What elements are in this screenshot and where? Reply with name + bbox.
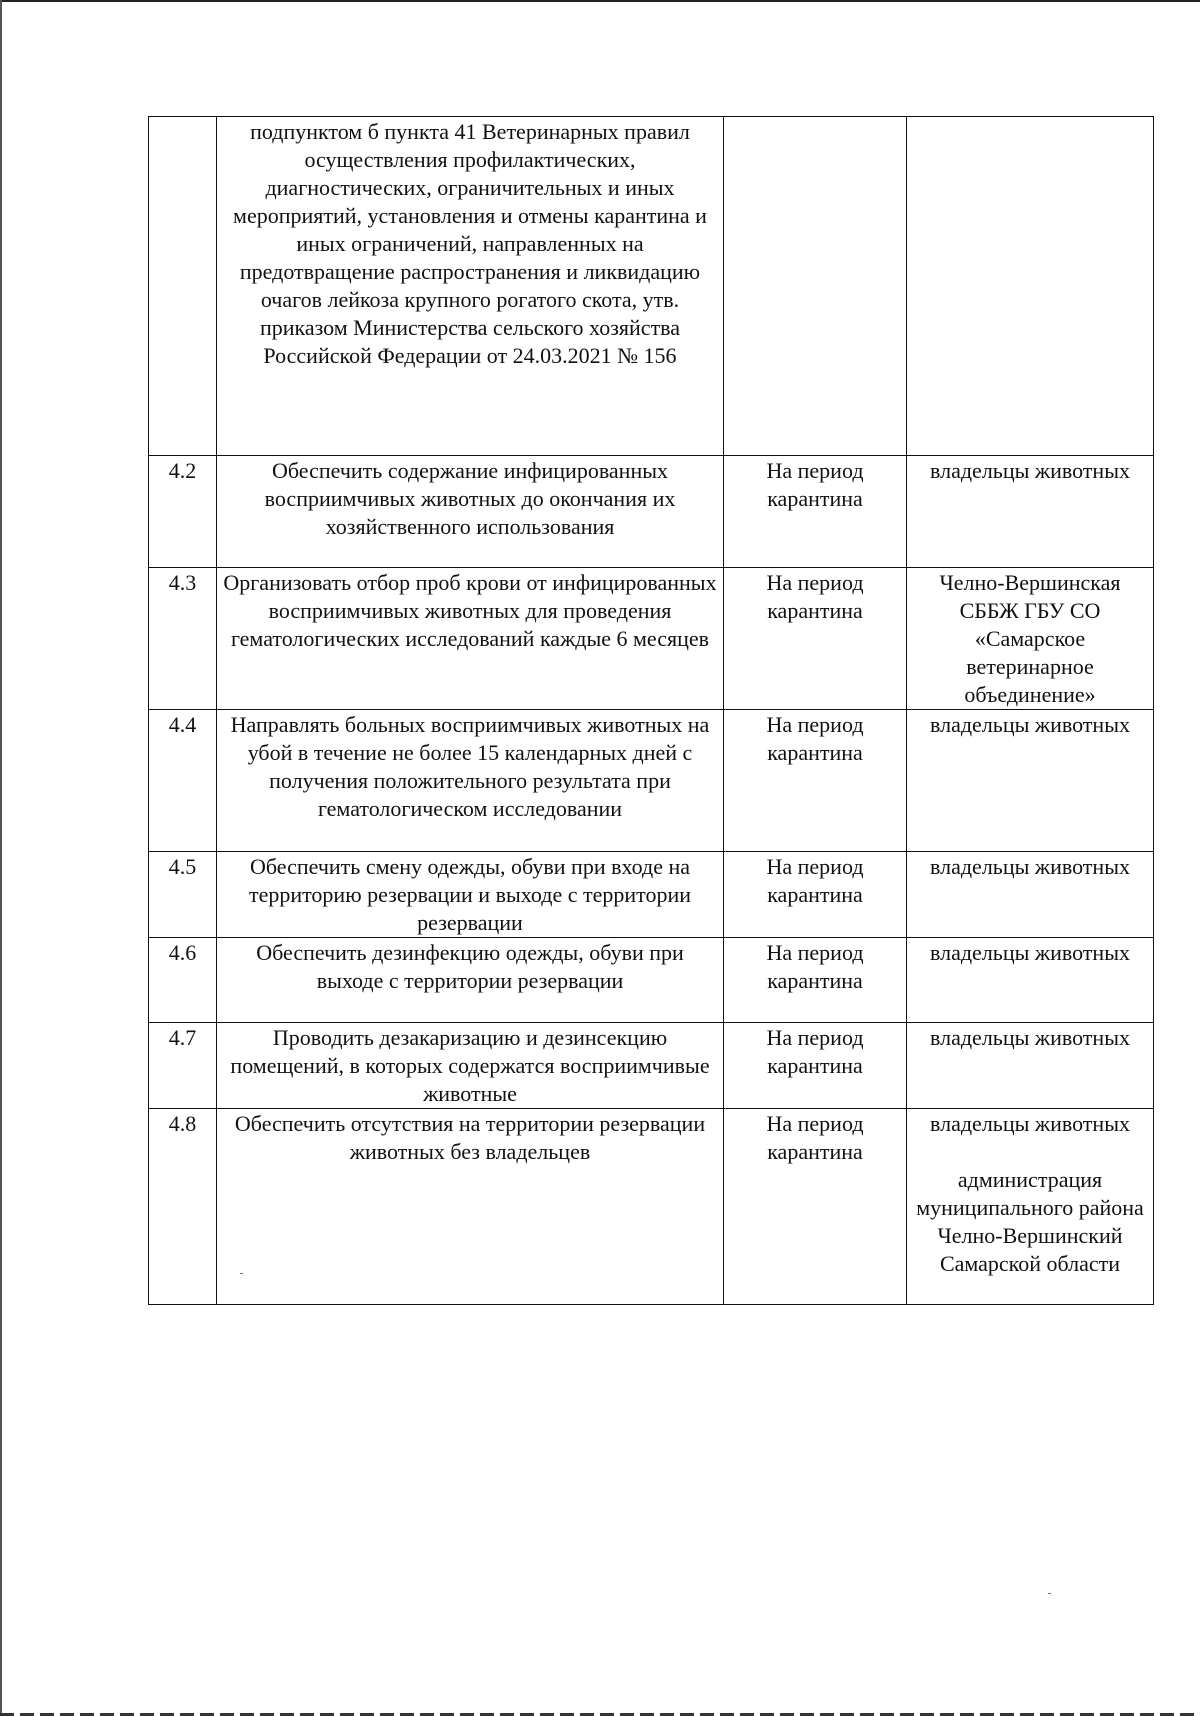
row-action: подпунктом б пункта 41 Ветеринарных правил осуществления профилактических, диагностических, ограничительных и иных мероприятий, установления и отмены карантина и иных ограничений, направленных на предотвращение распространения и ликвидацию очагов лейкоза крупного рогатого скота, утв. приказом Министерства сельского хозяйства Российской Федерации от 24.03.2021 № 156 — [217, 117, 724, 456]
measures-table — [148, 116, 1154, 1305]
row-number: 4.4 — [149, 710, 217, 852]
scan-speck — [1048, 1593, 1051, 1594]
row-action: Организовать отбор проб крови от инфицированных восприимчивых животных для проведения гематологических исследований каждые 6 месяцев — [217, 568, 724, 710]
table-row — [149, 117, 1154, 456]
row-action: Обеспечить смену одежды, обуви при входе на территорию резервации и выходе с территории резервации — [217, 852, 724, 938]
row-number: 4.7 — [149, 1023, 217, 1109]
row-responsible-extra: администрация муниципального района Челно-Вершинский Самарской области — [916, 1167, 1144, 1276]
scan-edge-top — [0, 0, 1200, 2]
row-number — [149, 117, 217, 456]
row-responsible — [907, 117, 1154, 456]
row-term: На период карантина — [724, 1023, 907, 1109]
scan-speck — [240, 1273, 243, 1274]
row-number: 4.6 — [149, 938, 217, 1023]
row-term: На период карантина — [724, 938, 907, 1023]
row-action: Направлять больных восприимчивых животных на убой в течение не более 15 календарных дней с получения положительного результата при гематологическом исследовании — [217, 710, 724, 852]
row-action: Обеспечить содержание инфицированных восприимчивых животных до окончания их хозяйственного использования — [217, 456, 724, 568]
row-term: На период карантина — [724, 568, 907, 710]
table-row — [149, 456, 1154, 568]
row-responsible: владельцы животных — [907, 938, 1154, 1023]
row-term — [724, 117, 907, 456]
table-row — [149, 1109, 1154, 1305]
row-responsible: владельцы животных — [930, 1111, 1130, 1136]
row-responsible: владельцы животных — [907, 1023, 1154, 1109]
row-responsible-cell — [907, 1109, 1154, 1305]
table-row — [149, 938, 1154, 1023]
row-term: На период карантина — [724, 852, 907, 938]
row-action: Обеспечить отсутствия на территории резервации животных без владельцев — [217, 1109, 724, 1305]
row-action: Обеспечить дезинфекцию одежды, обуви при выходе с территории резервации — [217, 938, 724, 1023]
table-row — [149, 852, 1154, 938]
row-term: На период карантина — [724, 1109, 907, 1305]
table-row — [149, 710, 1154, 852]
row-action: Проводить дезакаризацию и дезинсекцию помещений, в которых содержатся восприимчивые животные — [217, 1023, 724, 1109]
table-row — [149, 568, 1154, 710]
row-responsible: владельцы животных — [907, 710, 1154, 852]
scan-edge-left — [0, 0, 2, 1716]
row-responsible: владельцы животных — [907, 456, 1154, 568]
row-number: 4.2 — [149, 456, 217, 568]
row-number: 4.3 — [149, 568, 217, 710]
row-number: 4.8 — [149, 1109, 217, 1305]
row-number: 4.5 — [149, 852, 217, 938]
row-term: На период карантина — [724, 710, 907, 852]
row-responsible: владельцы животных — [907, 852, 1154, 938]
table-row — [149, 1023, 1154, 1109]
row-term: На период карантина — [724, 456, 907, 568]
row-responsible: Челно-Вершинская СББЖ ГБУ СО «Самарское ветеринарное объединение» — [907, 568, 1154, 710]
